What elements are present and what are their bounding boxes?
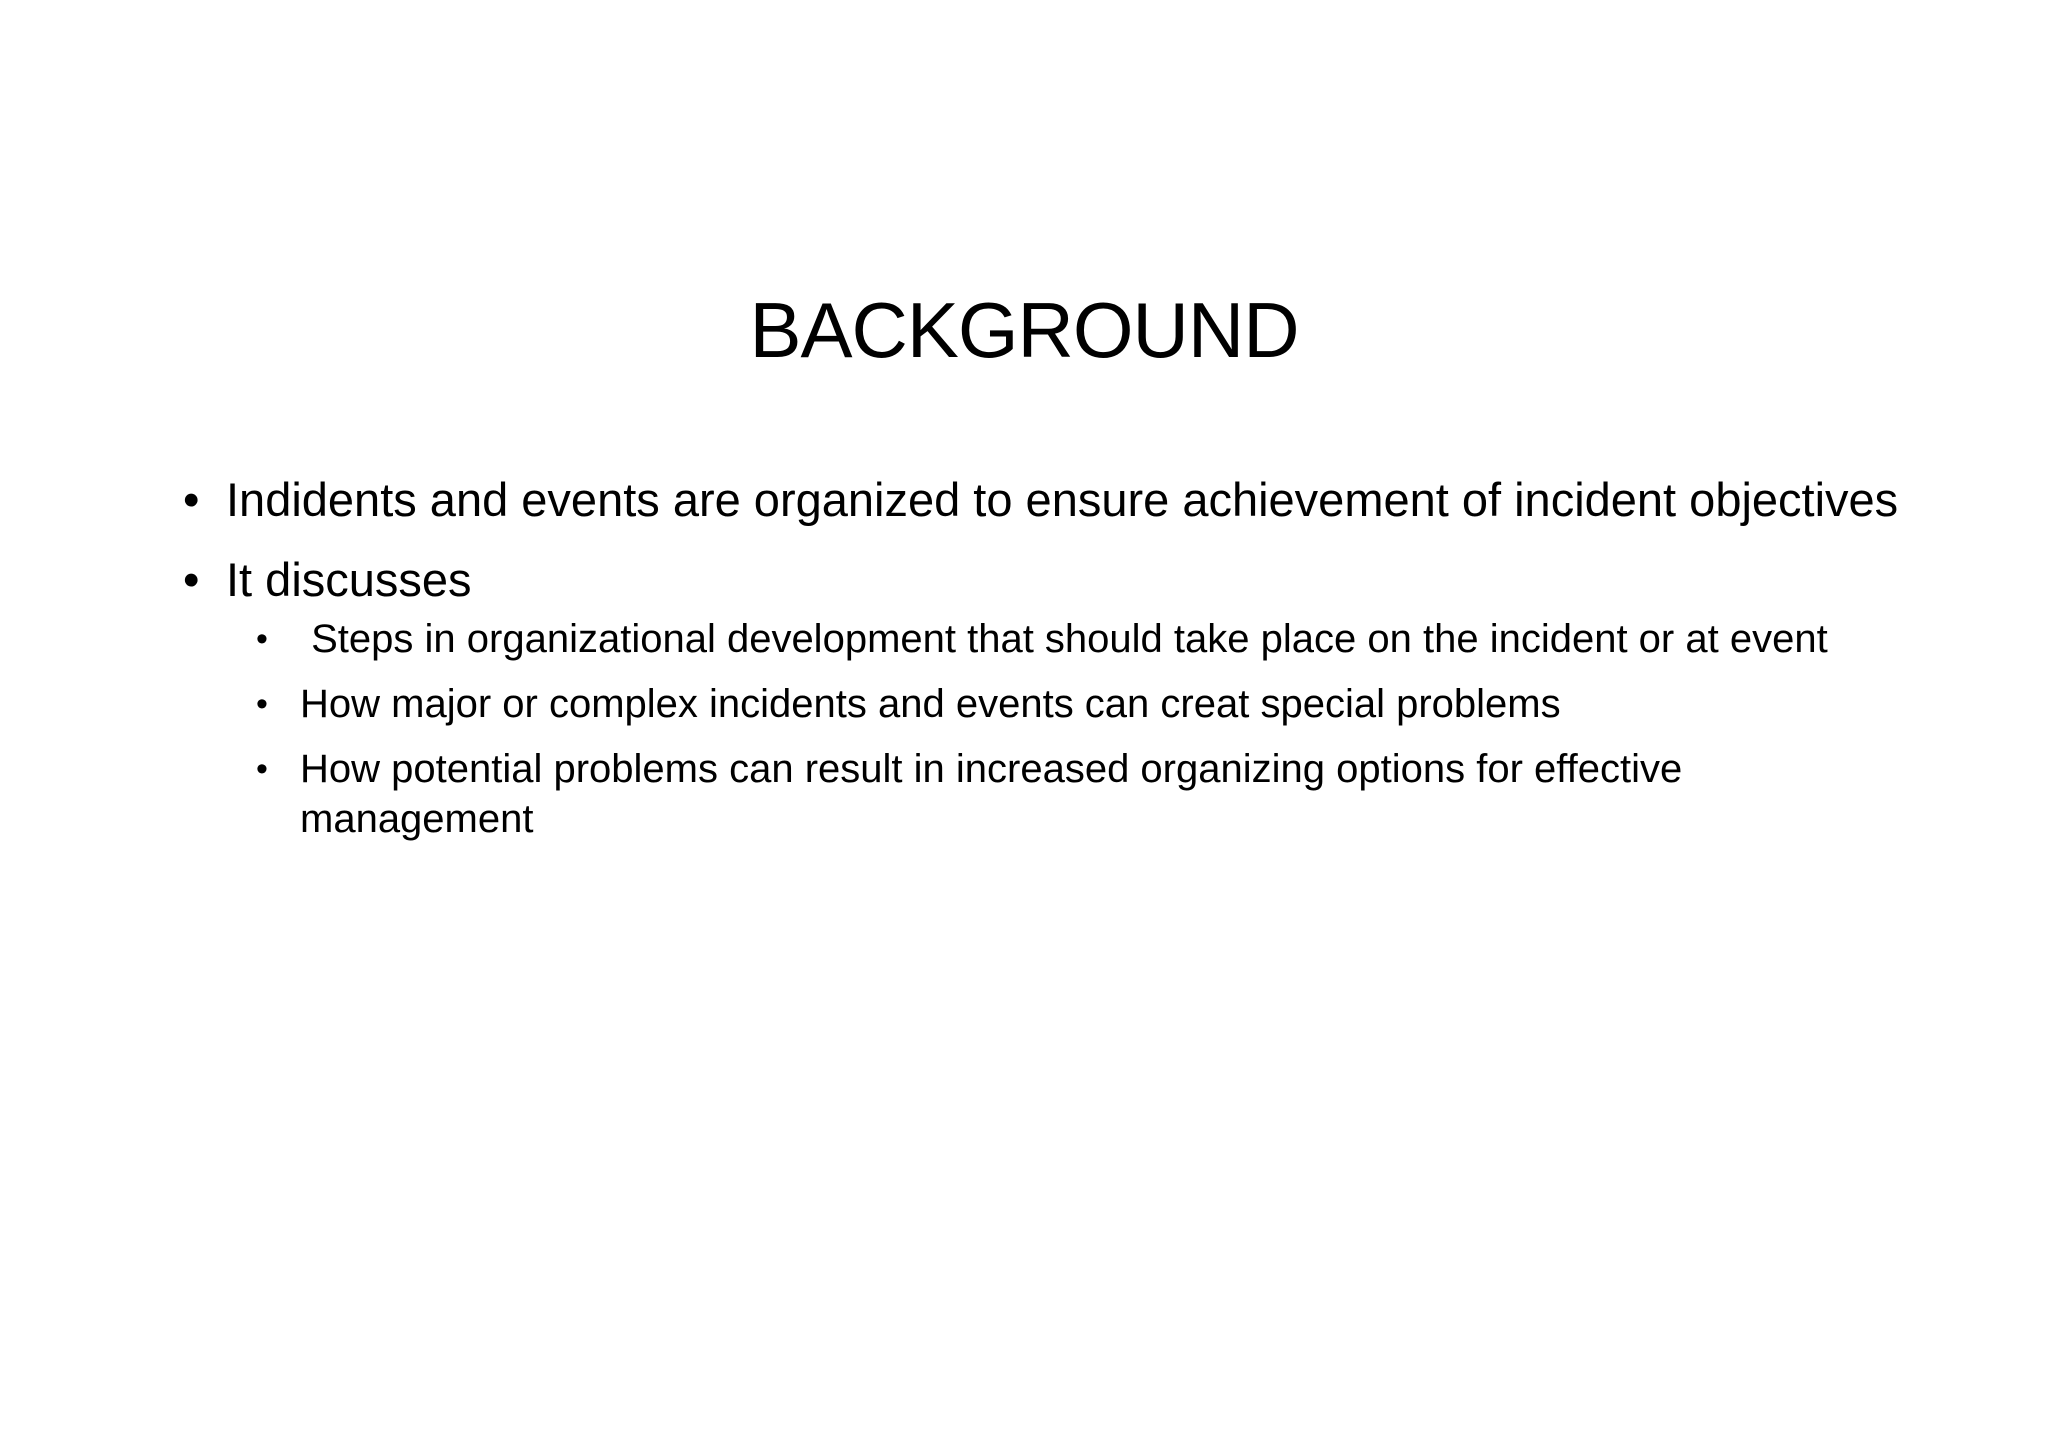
sub-bullet-text: How potential problems can result in increased organizing options for effective management bbox=[300, 747, 1683, 841]
sub-bullet-item bbox=[256, 744, 1920, 844]
bullet-text: Indidents and events are organized to ensure achievement of incident objectives bbox=[226, 473, 1899, 526]
bullet-icon: • bbox=[256, 750, 268, 788]
bullet-item bbox=[183, 468, 1903, 532]
slide-title: BACKGROUND bbox=[749, 286, 1299, 374]
bullet-icon: • bbox=[256, 685, 268, 723]
sub-bullet-item bbox=[256, 614, 1920, 664]
bullet-icon: • bbox=[256, 620, 268, 658]
bullet-icon: • bbox=[183, 553, 200, 606]
bullet-item bbox=[183, 548, 1903, 844]
bullet-icon: • bbox=[183, 473, 200, 526]
bullet-list bbox=[183, 468, 1903, 860]
sub-bullet-list bbox=[226, 614, 1903, 844]
bullet-text: It discusses bbox=[226, 553, 472, 606]
sub-bullet-text: How major or complex incidents and events can creat special problems bbox=[300, 682, 1561, 726]
sub-bullet-item bbox=[256, 679, 1920, 729]
sub-bullet-text: Steps in organizational development that should take place on the incident or at event bbox=[300, 617, 1828, 661]
